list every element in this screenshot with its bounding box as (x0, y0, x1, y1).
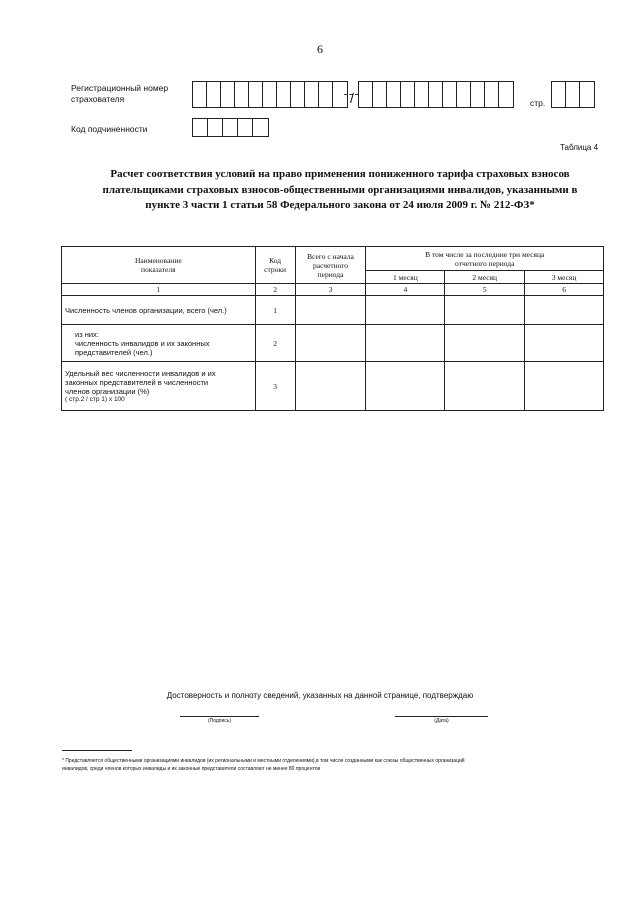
header-since-start: Всего с начала расчетного периода (295, 247, 366, 284)
subordination-cells[interactable] (192, 118, 269, 137)
row-1-since-start-cell[interactable] (295, 296, 366, 325)
row-3-month-1-cell[interactable] (366, 362, 445, 411)
title-line3: пункте 3 части 1 статьи 58 Федерального закона от 24 июля 2009 г. № 212-ФЗ* (145, 199, 535, 211)
reg-number-label-line2: страхователя (71, 94, 125, 104)
table-note: Таблица 4 (560, 143, 599, 152)
confirmation-text: Достоверность и полноту сведений, указанных на данной странице, подтверждаю (166, 691, 474, 700)
column-numbers-row (62, 284, 604, 296)
page-number: 6 (317, 42, 323, 56)
row-3-month-2-cell[interactable] (445, 362, 525, 411)
header-last-three-months: В том числе за последние три месяца отчетного периода (366, 247, 604, 271)
title-line1: Расчет соответствия условий на право применения пониженного тарифа страховых взносов (110, 168, 570, 180)
reg-number-part2-cells[interactable] (358, 81, 514, 108)
reg-number-part1-cells[interactable] (192, 81, 348, 108)
header-indicator: Наименование показателя (62, 247, 256, 284)
data-table (61, 246, 604, 411)
title-line2: плательщиками страховых взносов-общественными организациями инвалидов, указанными в (102, 183, 578, 196)
page-label: стр. (530, 98, 546, 108)
col-number: 4 (366, 284, 445, 296)
col-number: 6 (525, 284, 604, 296)
signature-label: (Подпись) (207, 718, 232, 724)
table-row (62, 296, 604, 325)
footnote-divider (62, 750, 132, 751)
row-1-code: 1 (255, 296, 295, 325)
row-2-code: 2 (255, 325, 295, 362)
reg-number-slash: / (350, 90, 354, 106)
date-line[interactable] (395, 716, 488, 717)
document-title (80, 167, 600, 214)
row-2-label: из них: численность инвалидов и их законных представителей (чел.) (62, 325, 256, 362)
row-3-label: Удельный вес численности инвалидов и их законных представителей в численности членов организации (%) ( стр.2 / стр 1) х 100 (62, 362, 256, 411)
table-row (62, 325, 604, 362)
row-1-month-3-cell[interactable] (525, 296, 604, 325)
row-2-month-3-cell[interactable] (525, 325, 604, 362)
footnote (62, 757, 602, 773)
header-month-2: 2 месяц (445, 271, 525, 284)
reg-number-label-line1: Регистрационный номер (71, 83, 169, 93)
header-code: Код строки (255, 247, 295, 284)
header-month-3: 3 месяц (525, 271, 604, 284)
row-3-since-start-cell[interactable] (295, 362, 366, 411)
row-3-month-3-cell[interactable] (525, 362, 604, 411)
row-2-month-1-cell[interactable] (366, 325, 445, 362)
row-1-label: Численность членов организации, всего (чел.) (62, 296, 256, 325)
col-number: 2 (255, 284, 295, 296)
footnote-line2: инвалидов, среди членов которых инвалиды и их законные представители составляют не менее 80 процентов (62, 766, 321, 772)
col-number: 3 (295, 284, 366, 296)
header-month-1: 1 месяц (366, 271, 445, 284)
reg-number-label (71, 83, 168, 105)
footnote-line1: * Представляется общественными организациями инвалидов (их региональными и местными отделениями),в том числе созданными как союзы общественных организаций (62, 758, 465, 764)
row-3-code: 3 (255, 362, 295, 411)
row-2-since-start-cell[interactable] (295, 325, 366, 362)
col-number: 1 (62, 284, 256, 296)
subordination-label: Код подчиненности (71, 124, 148, 134)
table-row (62, 362, 604, 411)
row-2-month-2-cell[interactable] (445, 325, 525, 362)
date-label: (Дата) (434, 718, 449, 724)
row-1-month-2-cell[interactable] (445, 296, 525, 325)
col-number: 5 (445, 284, 525, 296)
row-1-month-1-cell[interactable] (366, 296, 445, 325)
signature-line[interactable] (180, 716, 259, 717)
page-number-cells[interactable] (551, 81, 595, 108)
